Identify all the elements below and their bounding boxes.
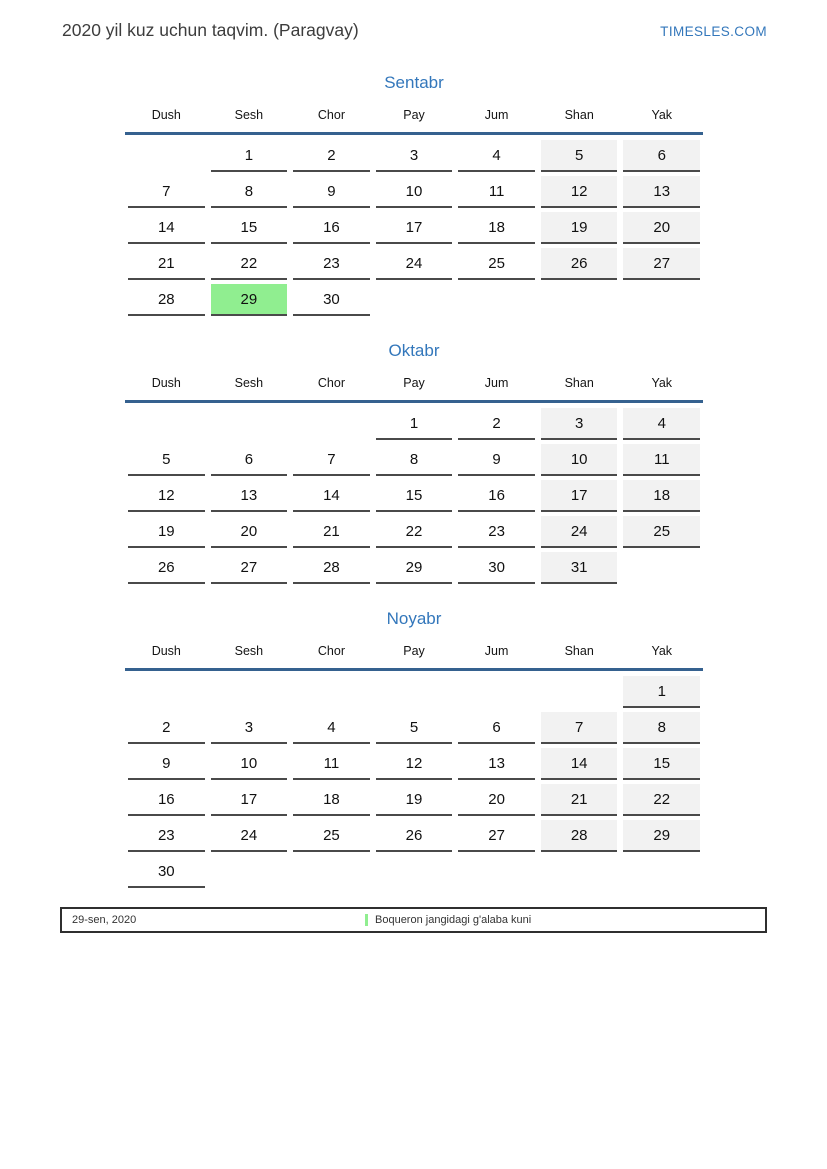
day-cell: 14	[541, 748, 618, 780]
week-row	[125, 480, 703, 516]
day-cell: 25	[623, 516, 700, 548]
day-cell: 15	[376, 480, 453, 512]
day-cell: 1	[623, 676, 700, 708]
day-cell: 30	[128, 856, 205, 888]
weeks-grid	[125, 140, 703, 320]
day-cell: 18	[458, 212, 535, 244]
day-cell: 23	[458, 516, 535, 548]
day-cell: 14	[128, 212, 205, 244]
day-cell: 27	[211, 552, 288, 584]
empty-cell	[541, 676, 618, 708]
day-cell: 13	[458, 748, 535, 780]
day-cell: 14	[293, 480, 370, 512]
day-cell: 31	[541, 552, 618, 584]
day-cell: 13	[623, 176, 700, 208]
day-cell: 1	[376, 408, 453, 440]
empty-cell	[458, 676, 535, 708]
day-cell: 9	[458, 444, 535, 476]
day-header-cell: Chor	[317, 108, 345, 122]
day-cell: 16	[293, 212, 370, 244]
day-header-cell: Pay	[403, 644, 425, 658]
day-cell: 8	[623, 712, 700, 744]
month-divider-line	[125, 400, 703, 403]
day-cell: 25	[458, 248, 535, 280]
day-cell: 29	[623, 820, 700, 852]
day-cell: 26	[541, 248, 618, 280]
day-header-cell: Yak	[651, 376, 673, 390]
empty-cell	[293, 676, 370, 708]
day-cell: 24	[541, 516, 618, 548]
day-cell: 29	[376, 552, 453, 584]
day-cell: 10	[541, 444, 618, 476]
empty-cell	[211, 408, 288, 440]
legend-date: 29-sen, 2020	[72, 914, 137, 926]
day-cell: 26	[376, 820, 453, 852]
day-cell: 11	[458, 176, 535, 208]
empty-cell	[623, 856, 700, 888]
day-cell: 9	[128, 748, 205, 780]
day-cell: 22	[623, 784, 700, 816]
day-cell: 4	[458, 140, 535, 172]
day-header-cell: Dush	[151, 644, 181, 658]
month-title: Noyabr	[386, 609, 442, 628]
day-cell: 24	[376, 248, 453, 280]
month-title: Oktabr	[388, 341, 440, 360]
day-header-cell: Sesh	[234, 644, 264, 658]
day-cell: 5	[128, 444, 205, 476]
highlighted-day-cell: 29	[211, 284, 288, 316]
day-cell: 17	[376, 212, 453, 244]
day-header-cell: Yak	[651, 108, 673, 122]
day-cell: 6	[458, 712, 535, 744]
day-cell: 4	[293, 712, 370, 744]
day-header-cell: Dush	[151, 376, 181, 390]
month-oktabr	[125, 340, 703, 588]
empty-cell	[376, 284, 453, 316]
day-header-cell: Shan	[564, 108, 594, 122]
day-header-cell: Dush	[151, 108, 181, 122]
day-header-cell: Pay	[403, 108, 425, 122]
empty-cell	[128, 676, 205, 708]
legend-event-text: Boqueron jangidagi g'alaba kuni	[375, 914, 532, 926]
day-cell: 6	[211, 444, 288, 476]
day-header-cell: Chor	[317, 376, 345, 390]
day-header-row	[125, 108, 703, 124]
day-header-cell: Sesh	[234, 376, 264, 390]
week-row	[125, 444, 703, 480]
day-header-cell: Jum	[484, 376, 509, 390]
day-header-row	[125, 644, 703, 660]
day-cell: 17	[541, 480, 618, 512]
day-cell: 26	[128, 552, 205, 584]
day-cell: 22	[211, 248, 288, 280]
day-cell: 3	[541, 408, 618, 440]
day-cell: 12	[128, 480, 205, 512]
day-cell: 17	[211, 784, 288, 816]
day-cell: 25	[293, 820, 370, 852]
day-cell: 30	[293, 284, 370, 316]
day-cell: 7	[541, 712, 618, 744]
day-cell: 21	[541, 784, 618, 816]
day-cell: 6	[623, 140, 700, 172]
day-cell: 3	[211, 712, 288, 744]
day-cell: 24	[211, 820, 288, 852]
week-row	[125, 820, 703, 856]
month-title: Sentabr	[384, 73, 444, 92]
month-noyabr	[125, 608, 703, 892]
day-cell: 2	[293, 140, 370, 172]
day-cell: 10	[376, 176, 453, 208]
month-divider-line	[125, 668, 703, 671]
day-cell: 15	[623, 748, 700, 780]
day-header-cell: Shan	[564, 644, 594, 658]
empty-cell	[128, 140, 205, 172]
day-cell: 7	[128, 176, 205, 208]
site-link[interactable]: TIMESLES.COM	[660, 24, 767, 39]
day-cell: 27	[458, 820, 535, 852]
empty-cell	[293, 856, 370, 888]
day-cell: 8	[211, 176, 288, 208]
week-row	[125, 408, 703, 444]
day-cell: 11	[293, 748, 370, 780]
empty-cell	[541, 284, 618, 316]
page-title: 2020 yil kuz uchun taqvim. (Paragvay)	[62, 20, 359, 40]
day-cell: 9	[293, 176, 370, 208]
day-header-row	[125, 376, 703, 392]
week-row	[125, 552, 703, 588]
week-row	[125, 748, 703, 784]
day-cell: 27	[623, 248, 700, 280]
day-header-cell: Pay	[403, 376, 425, 390]
week-row	[125, 676, 703, 712]
day-cell: 5	[376, 712, 453, 744]
day-header-cell: Sesh	[234, 108, 264, 122]
day-cell: 11	[623, 444, 700, 476]
day-cell: 18	[623, 480, 700, 512]
day-header-cell: Shan	[564, 376, 594, 390]
day-cell: 16	[458, 480, 535, 512]
day-cell: 30	[458, 552, 535, 584]
day-cell: 1	[211, 140, 288, 172]
day-cell: 2	[458, 408, 535, 440]
day-cell: 13	[211, 480, 288, 512]
day-cell: 23	[293, 248, 370, 280]
day-cell: 19	[376, 784, 453, 816]
day-cell: 21	[293, 516, 370, 548]
month-sentabr	[125, 72, 703, 320]
empty-cell	[623, 284, 700, 316]
day-cell: 28	[128, 284, 205, 316]
day-cell: 20	[458, 784, 535, 816]
day-cell: 22	[376, 516, 453, 548]
empty-cell	[376, 856, 453, 888]
empty-cell	[458, 856, 535, 888]
day-header-cell: Jum	[484, 108, 509, 122]
week-row	[125, 140, 703, 176]
day-cell: 2	[128, 712, 205, 744]
empty-cell	[541, 856, 618, 888]
empty-cell	[211, 676, 288, 708]
day-cell: 8	[376, 444, 453, 476]
day-cell: 21	[128, 248, 205, 280]
empty-cell	[128, 408, 205, 440]
empty-cell	[376, 676, 453, 708]
empty-cell	[293, 408, 370, 440]
week-row	[125, 784, 703, 820]
day-cell: 12	[541, 176, 618, 208]
day-cell: 12	[376, 748, 453, 780]
day-header-cell: Yak	[651, 644, 673, 658]
day-cell: 7	[293, 444, 370, 476]
day-cell: 19	[541, 212, 618, 244]
event-marker-icon	[365, 914, 368, 926]
day-cell: 15	[211, 212, 288, 244]
month-divider-line	[125, 132, 703, 135]
day-cell: 10	[211, 748, 288, 780]
week-row	[125, 212, 703, 248]
legend-box	[60, 907, 767, 933]
week-row	[125, 176, 703, 212]
week-row	[125, 856, 703, 892]
week-row	[125, 248, 703, 284]
day-cell: 28	[293, 552, 370, 584]
day-cell: 5	[541, 140, 618, 172]
week-row	[125, 516, 703, 552]
weeks-grid	[125, 408, 703, 588]
day-cell: 16	[128, 784, 205, 816]
week-row	[125, 712, 703, 748]
day-cell: 4	[623, 408, 700, 440]
day-cell: 3	[376, 140, 453, 172]
week-row	[125, 284, 703, 320]
day-cell: 18	[293, 784, 370, 816]
legend-event	[365, 909, 531, 931]
weeks-grid	[125, 676, 703, 892]
day-cell: 20	[211, 516, 288, 548]
day-cell: 19	[128, 516, 205, 548]
day-cell: 23	[128, 820, 205, 852]
empty-cell	[211, 856, 288, 888]
day-cell: 20	[623, 212, 700, 244]
day-cell: 28	[541, 820, 618, 852]
day-header-cell: Chor	[317, 644, 345, 658]
empty-cell	[458, 284, 535, 316]
empty-cell	[623, 552, 700, 584]
day-header-cell: Jum	[484, 644, 509, 658]
